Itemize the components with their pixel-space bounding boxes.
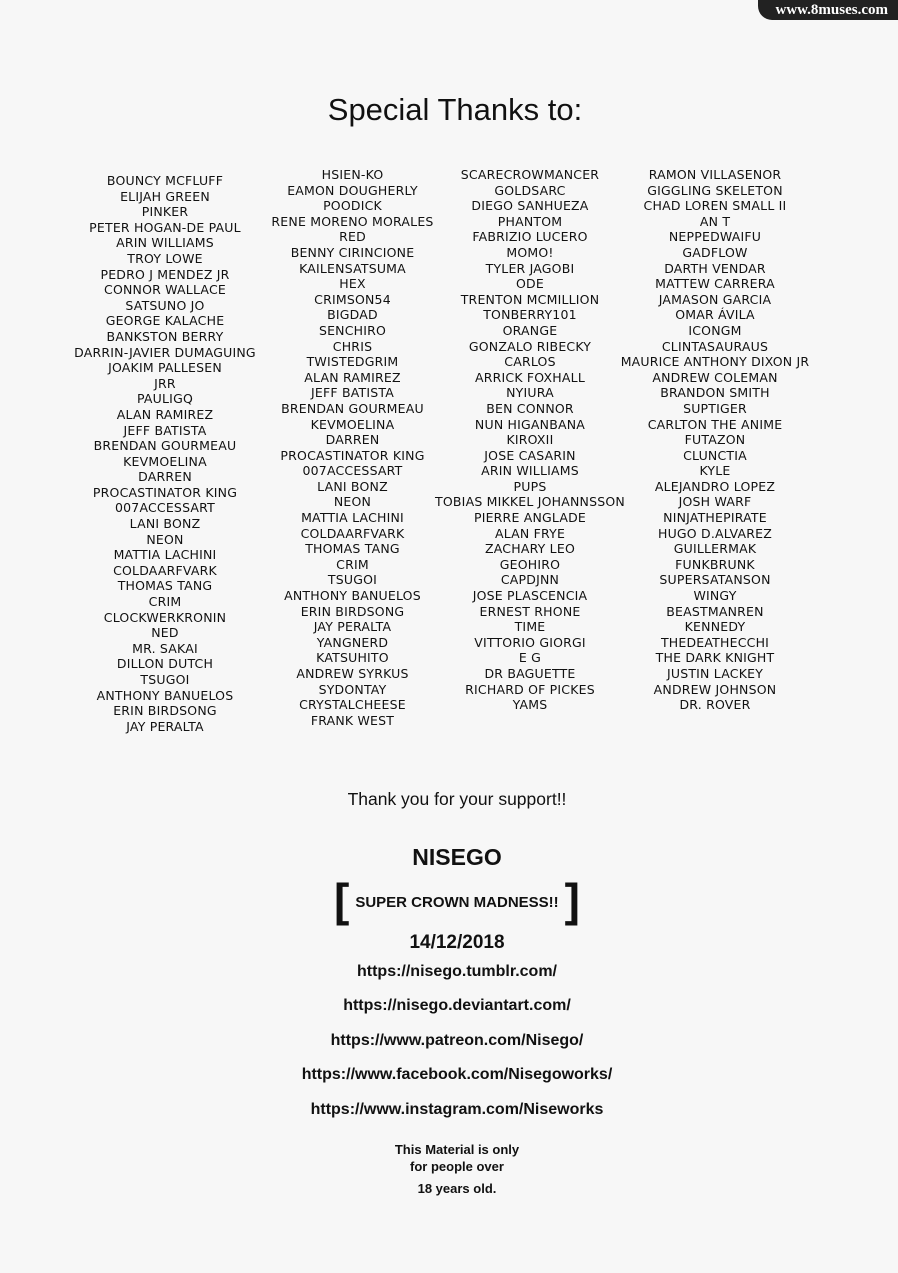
supporter-name: SUPTIGER: [683, 400, 747, 416]
supporter-name: KENNEDY: [684, 619, 746, 635]
supporter-name: LANI BONZ: [317, 478, 388, 494]
supporter-name: GIGGLING SKELETON: [647, 182, 783, 198]
supporter-name: CONNOR WALLACE: [104, 282, 226, 298]
supporter-name: CARLOS: [504, 354, 556, 370]
supporter-name: KEVMOELINA: [123, 453, 207, 469]
supporter-name: PINKER: [141, 204, 189, 220]
supporter-name: DIEGO SANHUEZA: [471, 198, 589, 214]
supporter-name: PIERRE ANGLADE: [473, 510, 587, 526]
supporter-name: NEON: [333, 494, 372, 510]
supporter-name: LANI BONZ: [129, 516, 201, 532]
supporter-name: SATSUNO JO: [125, 297, 205, 313]
supporter-name: PETER HOGAN-DE PAUL: [89, 219, 241, 235]
supporter-name: RENE MORENO MORALES: [271, 213, 434, 229]
supporter-name: DARREN: [138, 469, 192, 485]
supporter-name: JUSTIN LACKEY: [666, 666, 764, 681]
supporter-name: ALEJANDRO LOPEZ: [654, 478, 776, 494]
supporter-name: KEVMOELINA: [310, 416, 395, 432]
author-name: NISEGO: [412, 844, 502, 870]
supporter-name: JOAKIM PALLESEN: [108, 360, 222, 376]
supporter-name: RAMON VILLASENOR: [648, 167, 782, 182]
supporter-name: DARTH VENDAR: [664, 260, 766, 276]
supporter-name: BRENDAN GOURMEAU: [281, 400, 424, 416]
supporter-name: MAURICE ANTHONY DIXON JR: [620, 354, 810, 370]
supporter-name: ANDREW JOHNSON: [653, 681, 777, 697]
supporter-name: JEFF BATISTA: [311, 385, 394, 401]
supporter-name: CLOCKWERKRONIN: [103, 609, 227, 625]
supporter-name: PUPS: [513, 478, 547, 494]
supporter-name: RICHARD OF PICKES: [465, 681, 595, 697]
supporter-name: ORANGE: [502, 322, 558, 338]
supporter-name: KATSUHITO: [316, 650, 389, 666]
close-bracket: ]: [564, 874, 580, 926]
supporter-name: DR BAGUETTE: [484, 666, 576, 681]
supporter-name: JAY PERALTA: [313, 619, 392, 635]
supporter-name: ICONGM: [688, 322, 742, 338]
supporter-name: ANDREW COLEMAN: [652, 369, 778, 385]
supporter-name: FRANK WEST: [310, 712, 395, 728]
supporter-name: COLDAARFVARK: [113, 562, 217, 578]
supporter-name: HUGO D.ALVAREZ: [657, 525, 773, 541]
supporter-name: EAMON DOUGHERLY: [287, 182, 418, 198]
supporter-name: WINGY: [693, 588, 737, 604]
supporter-name: NED: [151, 625, 179, 641]
support-message: Thank you for your support!!: [347, 789, 567, 809]
supporter-name: MATTIA LACHINI: [113, 547, 217, 563]
supporter-name: BIGDAD: [327, 307, 378, 323]
release-date: 14/12/2018: [409, 932, 505, 953]
supporter-name: GEOHIRO: [499, 556, 561, 572]
supporter-name: 007ACCESSART: [302, 463, 403, 479]
supporter-name: ANTHONY BANUELOS: [96, 687, 234, 703]
age-notice: [0, 1141, 898, 1197]
supporter-name: BRENDAN GOURMEAU: [93, 438, 237, 454]
supporter-name: YAMS: [512, 697, 548, 713]
supporter-name: TSUGOI: [140, 672, 190, 687]
supporter-name: GUILLERMAK: [673, 541, 757, 557]
supporter-name: NEPPEDWAIFU: [668, 229, 762, 245]
supporter-name: CLUNCTIA: [683, 447, 747, 463]
age-notice-line-3: 18 years old.: [417, 1181, 497, 1196]
supporter-name: BRANDON SMITH: [660, 385, 770, 401]
supporter-name: DILLON DUTCH: [116, 656, 214, 672]
supporter-name: NUN HIGANBANA: [474, 416, 586, 432]
supporter-name: BENNY CIRINCIONE: [290, 244, 415, 260]
supporter-name: SUPERSATANSON: [659, 572, 771, 588]
thanks-column-1: [60, 173, 270, 734]
supporter-name: ERIN BIRDSONG: [113, 703, 217, 719]
supporter-name: MATTIA LACHINI: [301, 510, 404, 526]
supporter-name: ALAN RAMIREZ: [116, 406, 214, 422]
supporter-name: JOSH WARF: [678, 494, 752, 510]
supporter-name: NYIURA: [506, 385, 554, 401]
supporter-name: THOMAS TANG: [117, 578, 213, 594]
supporter-name: SCARECROWMANCER: [460, 167, 600, 182]
supporter-name: THOMAS TANG: [305, 541, 400, 557]
supporter-name: DARREN: [325, 432, 380, 448]
supporter-name: AN T: [699, 213, 731, 229]
instagram-link[interactable]: https://www.instagram.com/Niseworks: [310, 1101, 604, 1118]
supporter-name: HSIEN-KO: [321, 167, 384, 182]
age-notice-line-2: for people over: [410, 1159, 504, 1174]
deviantart-link[interactable]: https://nisego.deviantart.com/: [343, 997, 571, 1014]
supporter-name: GOLDSARC: [494, 182, 566, 198]
supporter-name: YANGNERD: [316, 634, 389, 650]
supporter-name: JOSE CASARIN: [484, 447, 576, 463]
supporter-name: FUNKBRUNK: [675, 556, 755, 572]
supporter-name: ANDREW SYRKUS: [296, 666, 409, 681]
supporter-name: JEFF BATISTA: [123, 422, 207, 438]
supporter-name: DR. ROVER: [679, 697, 751, 713]
supporter-name: TROY LOWE: [127, 250, 203, 266]
supporter-name: TYLER JAGOBI: [485, 260, 575, 276]
supporter-name: DARRIN-JAVIER DUMAGUING: [74, 344, 256, 360]
supporter-name: TWISTEDGRIM: [306, 354, 399, 370]
supporter-name: ERIN BIRDSONG: [300, 603, 405, 619]
tumblr-link[interactable]: https://nisego.tumblr.com/: [356, 963, 557, 980]
patreon-link[interactable]: https://www.patreon.com/Nisego/: [330, 1032, 584, 1049]
series-title-block: [0, 874, 898, 926]
supporter-name: MR. SAKAI: [132, 640, 198, 656]
supporter-name: RED: [339, 229, 366, 245]
supporter-name: TONBERRY101: [483, 307, 577, 323]
supporter-name: ARIN WILLIAMS: [481, 463, 579, 479]
supporter-name: NEON: [146, 531, 184, 547]
supporter-name: JAMASON GARCIA: [658, 291, 772, 307]
supporter-name: VITTORIO GIORGI: [474, 634, 586, 650]
supporter-name: CHRIS: [332, 338, 373, 354]
site-watermark: www.8muses.com: [758, 0, 898, 20]
supporter-name: BEN CONNOR: [486, 400, 574, 416]
supporter-name: 007ACCESSART: [114, 500, 215, 516]
supporter-name: THEDEATHECCHI: [660, 634, 770, 650]
supporter-name: CRYSTALCHEESE: [299, 697, 406, 713]
open-bracket: [: [334, 874, 350, 926]
supporter-name: THE DARK KNIGHT: [655, 650, 775, 666]
supporter-name: COLDAARFVARK: [300, 525, 405, 541]
supporter-name: ALAN RAMIREZ: [304, 369, 401, 385]
supporter-name: CRIMSON54: [314, 291, 391, 307]
supporter-name: PROCASTINATOR KING: [92, 484, 238, 500]
supporter-name: OMAR ÁVILA: [675, 307, 755, 323]
supporter-name: PAULIGQ: [136, 391, 193, 407]
page-title: Special Thanks to:: [327, 92, 583, 127]
supporter-name: PHANTOM: [497, 213, 563, 229]
supporter-name: ARIN WILLIAMS: [116, 235, 214, 251]
supporter-name: SYDONTAY: [318, 681, 387, 697]
supporter-name: ODE: [516, 276, 544, 292]
supporter-name: GADFLOW: [682, 244, 748, 260]
supporter-name: KAILENSATSUMA: [299, 260, 406, 276]
supporter-name: KYLE: [699, 463, 731, 479]
supporter-name: CHAD LOREN SMALL II: [643, 198, 787, 214]
supporter-name: ALAN FRYE: [494, 525, 566, 541]
supporter-name: GEORGE KALACHE: [105, 313, 225, 329]
supporter-name: PROCASTINATOR KING: [280, 447, 425, 463]
supporter-name: ARRICK FOXHALL: [475, 369, 585, 385]
thanks-column-4: [610, 167, 820, 713]
supporter-name: KIROXII: [506, 432, 554, 448]
supporter-name: BOUNCY MCFLUFF: [106, 173, 224, 188]
supporter-name: CRIM: [336, 556, 369, 572]
supporter-name: ANTHONY BANUELOS: [284, 588, 421, 604]
supporter-name: TOBIAS MIKKEL JOHANNSSON: [435, 494, 625, 510]
supporter-name: E G: [518, 650, 542, 666]
supporter-name: BANKSTON BERRY: [106, 328, 224, 344]
facebook-link[interactable]: https://www.facebook.com/Nisegoworks/: [301, 1066, 613, 1083]
supporter-name: PEDRO J MENDEZ JR: [100, 266, 230, 282]
supporter-name: TSUGOI: [327, 572, 378, 588]
supporter-name: MATTEW CARRERA: [655, 276, 775, 292]
supporter-name: POODICK: [323, 198, 382, 214]
supporter-name: FUTAZON: [684, 432, 746, 448]
supporter-name: TRENTON MCMILLION: [460, 291, 600, 307]
supporter-name: ERNEST RHONE: [479, 603, 581, 619]
supporter-name: CRIM: [148, 594, 182, 610]
supporter-name: ELIJAH GREEN: [120, 188, 210, 204]
supporter-name: HEX: [339, 276, 366, 292]
supporter-name: JOSE PLASCENCIA: [472, 588, 588, 604]
supporter-name: JRR: [154, 375, 176, 391]
supporter-name: ZACHARY LEO: [485, 541, 575, 557]
supporter-name: JAY PERALTA: [126, 718, 204, 734]
supporter-name: NINJATHEPIRATE: [663, 510, 767, 526]
supporter-name: CLINTASAURAUS: [661, 338, 769, 354]
age-notice-line-1: This Material is only: [394, 1142, 520, 1157]
supporter-name: FABRIZIO LUCERO: [472, 229, 588, 245]
supporter-name: CARLTON THE ANIME: [647, 416, 783, 432]
thanks-column-3: [425, 167, 635, 713]
series-title: SUPER CROWN MADNESS!!: [355, 893, 559, 911]
supporter-name: GONZALO RIBECKY: [468, 338, 592, 354]
supporter-name: MOMO!: [506, 244, 554, 260]
supporter-name: SENCHIRO: [318, 322, 387, 338]
supporter-name: CAPDJNN: [500, 572, 560, 588]
supporter-name: BEASTMANREN: [666, 603, 764, 619]
supporter-name: TIME: [514, 619, 546, 635]
